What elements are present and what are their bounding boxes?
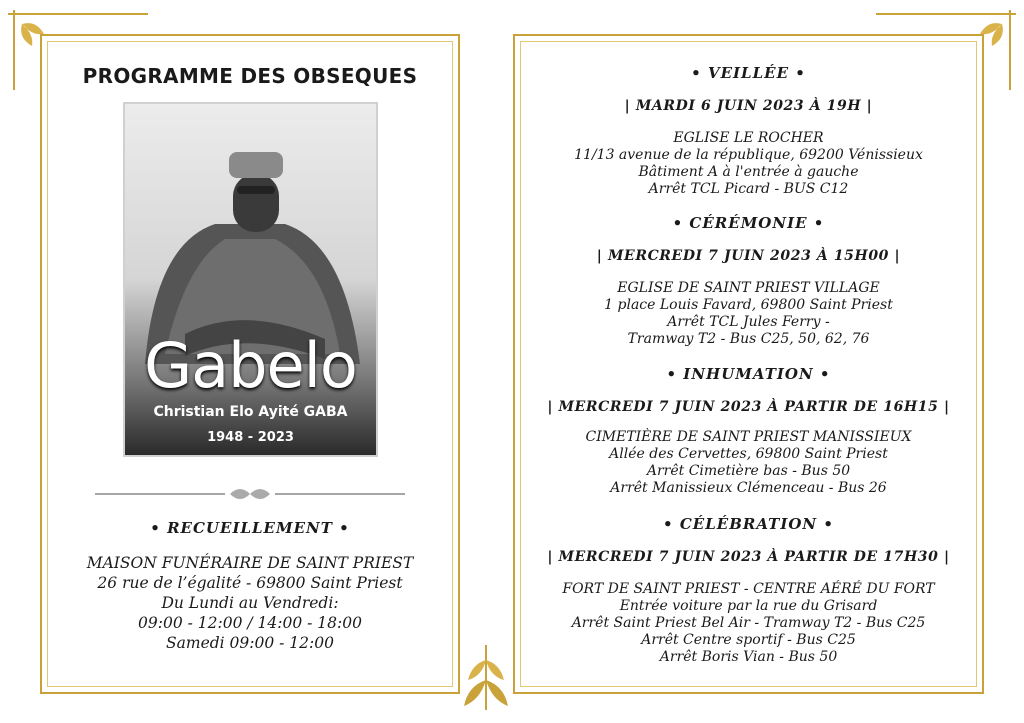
section-line: 09:00 - 12:00 / 14:00 - 18:00 xyxy=(138,614,362,632)
section-line: 26 rue de l’égalité - 69800 Saint Priest xyxy=(97,574,403,592)
right-panel xyxy=(513,34,984,694)
celebration-section xyxy=(513,515,984,666)
ornamental-divider xyxy=(95,486,405,502)
section-lines xyxy=(40,553,460,653)
section-line: Arrêt TCL Picard - BUS C12 xyxy=(648,181,849,197)
section-lines xyxy=(513,280,984,348)
deceased-nickname: Gabelo xyxy=(144,329,357,402)
section-heading: • VEILLÉE • xyxy=(691,64,806,82)
section-line: MAISON FUNÉRAIRE DE SAINT PRIEST xyxy=(86,554,414,572)
section-line: Arrêt Centre sportif - Bus C25 xyxy=(641,632,856,648)
section-heading: • CÉLÉBRATION • xyxy=(663,515,834,533)
deceased-full-name: Christian Elo Ayité GABA xyxy=(153,404,348,420)
left-panel xyxy=(40,34,460,694)
section-line: Samedi 09:00 - 12:00 xyxy=(166,634,334,652)
section-line: EGLISE LE ROCHER xyxy=(673,130,824,146)
section-heading: • INHUMATION • xyxy=(666,365,831,383)
section-line: Arrêt Boris Vian - Bus 50 xyxy=(659,649,838,665)
ceremonie-section xyxy=(513,214,984,348)
section-date: | MARDI 6 JUIN 2023 À 19H | xyxy=(624,98,873,114)
section-line: FORT DE SAINT PRIEST - CENTRE AÉRÉ DU FORT xyxy=(562,581,935,597)
recueillement-section xyxy=(40,519,460,653)
section-line: Arrêt Manissieux Clémenceau - Bus 26 xyxy=(610,480,887,496)
section-line: Allée des Cervettes, 69800 Saint Priest xyxy=(609,446,888,462)
section-lines xyxy=(513,429,984,497)
section-line: Arrêt Saint Priest Bel Air - Tramway T2 - Bus C25 xyxy=(571,615,926,631)
veillee-section xyxy=(513,64,984,198)
inhumation-section xyxy=(513,365,984,497)
portrait-figure xyxy=(125,104,376,455)
section-heading: • RECUEILLEMENT • xyxy=(150,519,350,537)
section-date: | MERCREDI 7 JUIN 2023 À PARTIR DE 16H15 | xyxy=(547,399,950,415)
section-date: | MERCREDI 7 JUIN 2023 À PARTIR DE 17H30 | xyxy=(547,549,950,565)
section-heading: • CÉRÉMONIE • xyxy=(672,214,825,232)
section-lines xyxy=(513,581,984,666)
section-line: CIMETIÈRE DE SAINT PRIEST MANISSIEUX xyxy=(585,429,912,445)
section-line: EGLISE DE SAINT PRIEST VILLAGE xyxy=(617,280,880,296)
section-line: 1 place Louis Favard, 69800 Saint Priest xyxy=(604,297,893,313)
deceased-dates: 1948 - 2023 xyxy=(207,430,294,445)
section-line: Arrêt Cimetière bas - Bus 50 xyxy=(646,463,851,479)
section-date: | MERCREDI 7 JUIN 2023 À 15H00 | xyxy=(596,248,901,264)
section-line: Bâtiment A à l'entrée à gauche xyxy=(638,164,859,180)
section-line: Du Lundi au Vendredi: xyxy=(161,594,339,612)
section-line: Entrée voiture par la rue du Grisard xyxy=(619,598,878,614)
section-line: Tramway T2 - Bus C25, 50, 62, 76 xyxy=(627,331,870,347)
portrait-photo xyxy=(123,102,378,457)
section-lines xyxy=(513,130,984,198)
page-title: PROGRAMME DES OBSEQUES xyxy=(82,64,418,88)
bottom-center-ornament xyxy=(456,640,516,715)
section-line: Arrêt TCL Jules Ferry - xyxy=(667,314,830,330)
section-line: 11/13 avenue de la république, 69200 Vénissieux xyxy=(574,147,923,163)
